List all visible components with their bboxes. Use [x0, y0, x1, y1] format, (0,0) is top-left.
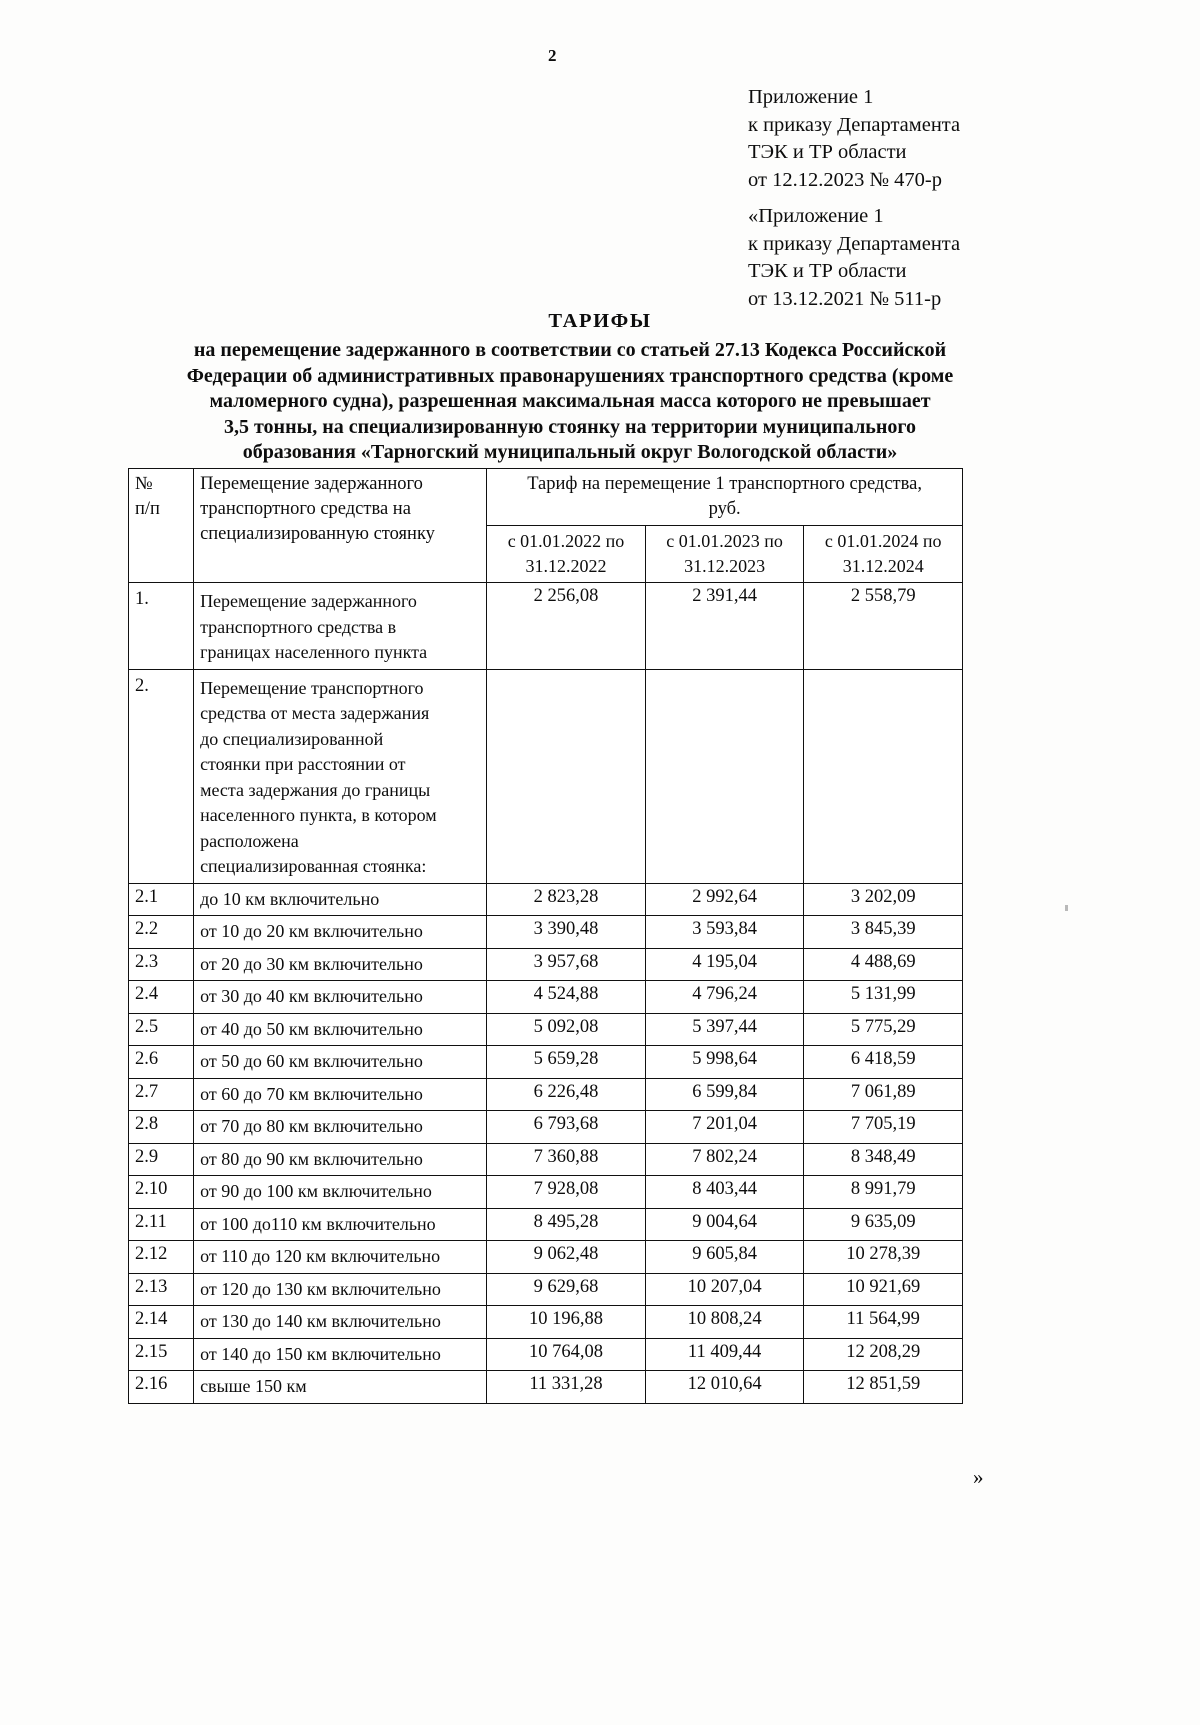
table-row — [129, 1143, 963, 1176]
row-number-cell: 2.14 — [129, 1306, 194, 1339]
header-desc-line-0: Перемещение задержанного — [200, 474, 423, 494]
row-price-cell-2024: 5 775,29 — [804, 1013, 963, 1046]
row-description-cell — [194, 583, 487, 670]
row-desc-line-7: специализированная стоянка: — [200, 856, 427, 876]
row-price-cell-2024: 7 705,19 — [804, 1111, 963, 1144]
reference-line-2: ТЭК и ТР области — [748, 141, 907, 163]
row-price-cell-2022: 8 495,28 — [487, 1208, 646, 1241]
row-price-cell-2023: 2 391,44 — [645, 583, 804, 670]
table-row — [129, 1208, 963, 1241]
row-price-cell-2022: 9 062,48 — [487, 1241, 646, 1274]
row-desc-line-0: до 10 км включительно — [200, 888, 380, 909]
row-desc-line-0: от 80 до 90 км включительно — [200, 1148, 423, 1169]
subtitle-line-0: на перемещение задержанного в соответствии со статьей 27.13 Кодекса Российской — [193, 339, 947, 361]
row-price-cell-2024: 3 202,09 — [804, 883, 963, 916]
table-row — [129, 1046, 963, 1079]
table-row — [129, 1078, 963, 1111]
row-description-cell — [194, 1306, 487, 1339]
header-cell-period-2024 — [804, 526, 963, 583]
row-price-cell-2024: 3 845,39 — [804, 916, 963, 949]
row-desc-line-4: места задержания до границы — [200, 779, 431, 800]
row-price-cell-2023: 6 599,84 — [645, 1078, 804, 1111]
table-row — [129, 1111, 963, 1144]
row-desc-line-2: до специализированной — [200, 728, 384, 749]
row-price-cell-2023: 12 010,64 — [645, 1371, 804, 1404]
row-price-cell-2023: 11 409,44 — [645, 1338, 804, 1371]
table-row — [129, 1273, 963, 1306]
row-number-cell: 2.5 — [129, 1013, 194, 1046]
table-row — [129, 1306, 963, 1339]
row-number-cell: 2.4 — [129, 981, 194, 1014]
row-number-cell: 2.10 — [129, 1176, 194, 1209]
row-number-cell: 2.15 — [129, 1338, 194, 1371]
row-description-cell — [194, 916, 487, 949]
reference-line-0: «Приложение 1 — [748, 205, 884, 227]
row-desc-line-0: от 130 до 140 км включительно — [200, 1311, 441, 1331]
tariff-table-header — [129, 469, 963, 583]
row-description-cell — [194, 1013, 487, 1046]
row-price-cell-2023: 7 802,24 — [645, 1143, 804, 1176]
row-number-cell: 2.3 — [129, 948, 194, 981]
row-desc-line-0: от 60 до 70 км включительно — [200, 1083, 423, 1104]
row-description-cell — [194, 1046, 487, 1079]
row-price-cell-2022: 6 226,48 — [487, 1078, 646, 1111]
row-desc-line-0: свыше 150 км — [200, 1376, 307, 1396]
table-row — [129, 1371, 963, 1404]
row-price-cell-2022: 7 360,88 — [487, 1143, 646, 1176]
reference-line-0: Приложение 1 — [748, 86, 874, 108]
row-price-cell-2023: 2 992,64 — [645, 883, 804, 916]
table-header-row-main — [129, 469, 963, 526]
row-price-cell-2023: 5 397,44 — [645, 1013, 804, 1046]
row-desc-line-0: от 10 до 20 км включительно — [200, 921, 423, 941]
row-price-cell-2022: 6 793,68 — [487, 1111, 646, 1144]
row-price-cell-2023: 5 998,64 — [645, 1046, 804, 1079]
header-period-line-1: 31.12.2023 — [684, 556, 766, 576]
row-price-cell-2022: 7 928,08 — [487, 1176, 646, 1209]
header-cell-period-2022 — [487, 526, 646, 583]
scan-artifact — [1065, 905, 1068, 911]
table-row — [129, 1176, 963, 1209]
header-cell-number — [129, 469, 194, 583]
closing-quote-mark: » — [973, 1465, 984, 1489]
row-price-cell-2023: 9 004,64 — [645, 1208, 804, 1241]
header-period-line-1: 31.12.2022 — [525, 556, 607, 576]
row-price-cell-2022: 4 524,88 — [487, 981, 646, 1014]
row-desc-line-0: от 110 до 120 км включительно — [200, 1246, 441, 1266]
row-description-cell — [194, 1208, 487, 1241]
row-number-cell: 2.6 — [129, 1046, 194, 1079]
header-cell-description — [194, 469, 487, 583]
subtitle-line-1: Федерации об административных правонарушениях транспортного средства (кроме — [186, 364, 954, 387]
row-number-cell: 2.9 — [129, 1143, 194, 1176]
table-row — [129, 981, 963, 1014]
row-desc-line-1: средства от места задержания — [200, 703, 430, 723]
header-group-line-0: Тариф на перемещение 1 транспортного средства, — [527, 474, 922, 494]
row-price-cell-2022 — [487, 669, 646, 883]
row-price-cell-2024: 12 851,59 — [804, 1371, 963, 1404]
header-desc-line-1: транспортного средства на — [200, 499, 411, 519]
row-price-cell-2024: 10 278,39 — [804, 1241, 963, 1274]
row-number-cell: 2.8 — [129, 1111, 194, 1144]
row-price-cell-2024: 4 488,69 — [804, 948, 963, 981]
row-desc-line-3: стоянки при расстоянии от — [200, 754, 406, 774]
row-price-cell-2022: 10 196,88 — [487, 1306, 646, 1339]
row-description-cell — [194, 883, 487, 916]
page-number: 2 — [548, 46, 557, 65]
row-desc-line-0: от 50 до 60 км включительно — [200, 1051, 423, 1071]
row-number-cell: 1. — [129, 583, 194, 670]
row-price-cell-2022: 10 764,08 — [487, 1338, 646, 1371]
header-group-line-1: руб. — [708, 499, 741, 519]
row-description-cell — [194, 1078, 487, 1111]
row-desc-line-0: от 140 до 150 км включительно — [200, 1343, 441, 1364]
row-price-cell-2022: 5 092,08 — [487, 1013, 646, 1046]
reference-line-1: к приказу Департамента — [748, 232, 961, 255]
row-number-cell: 2.16 — [129, 1371, 194, 1404]
row-description-cell — [194, 981, 487, 1014]
row-desc-line-2: границах населенного пункта — [200, 642, 428, 662]
row-desc-line-0: Перемещение транспортного — [200, 677, 424, 698]
row-price-cell-2024: 8 348,49 — [804, 1143, 963, 1176]
row-price-cell-2022: 9 629,68 — [487, 1273, 646, 1306]
row-price-cell-2022: 5 659,28 — [487, 1046, 646, 1079]
row-description-cell — [194, 1338, 487, 1371]
header-period-line-0: с 01.01.2023 по — [666, 531, 783, 551]
row-desc-line-0: от 40 до 50 км включительно — [200, 1018, 423, 1039]
subtitle-line-4: образования «Тарногский муниципальный округ Вологодской области» — [242, 441, 898, 463]
table-row — [129, 883, 963, 916]
header-cell-tariff-group — [487, 469, 963, 526]
row-number-cell: 2.12 — [129, 1241, 194, 1274]
header-number-line-0: № — [135, 474, 153, 494]
row-description-cell — [194, 1371, 487, 1404]
row-desc-line-0: от 20 до 30 км включительно — [200, 953, 423, 974]
row-price-cell-2024: 7 061,89 — [804, 1078, 963, 1111]
row-price-cell-2024: 10 921,69 — [804, 1273, 963, 1306]
header-number-line-1: п/п — [135, 499, 160, 519]
row-price-cell-2024: 5 131,99 — [804, 981, 963, 1014]
header-period-line-0: с 01.01.2024 по — [824, 531, 942, 551]
subtitle-line-3: 3,5 тонны, на специализированную стоянку на территории муниципального — [224, 415, 916, 438]
row-desc-line-0: от 30 до 40 км включительно — [200, 986, 423, 1006]
row-number-cell: 2.7 — [129, 1078, 194, 1111]
row-price-cell-2023: 8 403,44 — [645, 1176, 804, 1209]
header-cell-period-2023 — [645, 526, 804, 583]
row-desc-line-0: Перемещение задержанного — [200, 591, 417, 611]
row-price-cell-2023: 4 796,24 — [645, 981, 804, 1014]
document-heading: ТАРИФЫ — [548, 310, 652, 332]
row-description-cell — [194, 1111, 487, 1144]
tariff-table-body — [129, 583, 963, 1404]
row-price-cell-2022: 3 390,48 — [487, 916, 646, 949]
reference-line-3: от 13.12.2021 № 511-р — [748, 287, 942, 310]
row-number-cell: 2.13 — [129, 1273, 194, 1306]
row-price-cell-2024: 12 208,29 — [804, 1338, 963, 1371]
row-number-cell: 2. — [129, 669, 194, 883]
header-desc-line-2: специализированную стоянку — [200, 524, 435, 544]
row-price-cell-2024: 2 558,79 — [804, 583, 963, 670]
row-description-cell — [194, 1143, 487, 1176]
row-desc-line-5: населенного пункта, в котором — [200, 805, 437, 825]
order-reference-current — [748, 84, 960, 194]
row-price-cell-2024: 9 635,09 — [804, 1208, 963, 1241]
row-price-cell-2023: 10 808,24 — [645, 1306, 804, 1339]
row-price-cell-2022: 2 823,28 — [487, 883, 646, 916]
document-subtitle — [130, 338, 1010, 466]
row-description-cell — [194, 669, 487, 883]
row-price-cell-2022: 2 256,08 — [487, 583, 646, 670]
order-reference-quoted — [748, 203, 960, 313]
subtitle-line-2: маломерного судна), разрешенная максимальная масса которого не превышает — [209, 390, 931, 412]
row-desc-line-0: от 90 до 100 км включительно — [200, 1181, 432, 1201]
row-price-cell-2024 — [804, 669, 963, 883]
row-description-cell — [194, 1241, 487, 1274]
row-price-cell-2023: 9 605,84 — [645, 1241, 804, 1274]
row-desc-line-1: транспортного средства в — [200, 616, 397, 637]
row-price-cell-2023: 4 195,04 — [645, 948, 804, 981]
table-row — [129, 1338, 963, 1371]
row-description-cell — [194, 1273, 487, 1306]
tariff-table — [128, 468, 963, 1404]
row-desc-line-6: расположена — [200, 830, 299, 851]
row-desc-line-0: от 100 до110 км включительно — [200, 1213, 436, 1234]
row-description-cell — [194, 1176, 487, 1209]
row-description-cell — [194, 948, 487, 981]
table-row — [129, 916, 963, 949]
reference-line-1: к приказу Департамента — [748, 113, 961, 136]
row-price-cell-2022: 11 331,28 — [487, 1371, 646, 1404]
row-price-cell-2023: 7 201,04 — [645, 1111, 804, 1144]
row-price-cell-2022: 3 957,68 — [487, 948, 646, 981]
row-price-cell-2024: 11 564,99 — [804, 1306, 963, 1339]
row-number-cell: 2.11 — [129, 1208, 194, 1241]
row-price-cell-2023: 10 207,04 — [645, 1273, 804, 1306]
row-price-cell-2023 — [645, 669, 804, 883]
row-price-cell-2023: 3 593,84 — [645, 916, 804, 949]
header-period-line-1: 31.12.2024 — [842, 556, 924, 576]
reference-line-2: ТЭК и ТР области — [748, 260, 907, 282]
row-number-cell: 2.2 — [129, 916, 194, 949]
row-desc-line-0: от 120 до 130 км включительно — [200, 1278, 441, 1299]
row-price-cell-2024: 6 418,59 — [804, 1046, 963, 1079]
table-row — [129, 669, 963, 883]
table-row — [129, 1013, 963, 1046]
row-desc-line-0: от 70 до 80 км включительно — [200, 1116, 423, 1136]
reference-line-3: от 12.12.2023 № 470-р — [748, 168, 942, 191]
row-number-cell: 2.1 — [129, 883, 194, 916]
table-row — [129, 1241, 963, 1274]
row-price-cell-2024: 8 991,79 — [804, 1176, 963, 1209]
table-row — [129, 583, 963, 670]
table-row — [129, 948, 963, 981]
header-period-line-0: с 01.01.2022 по — [507, 531, 625, 551]
